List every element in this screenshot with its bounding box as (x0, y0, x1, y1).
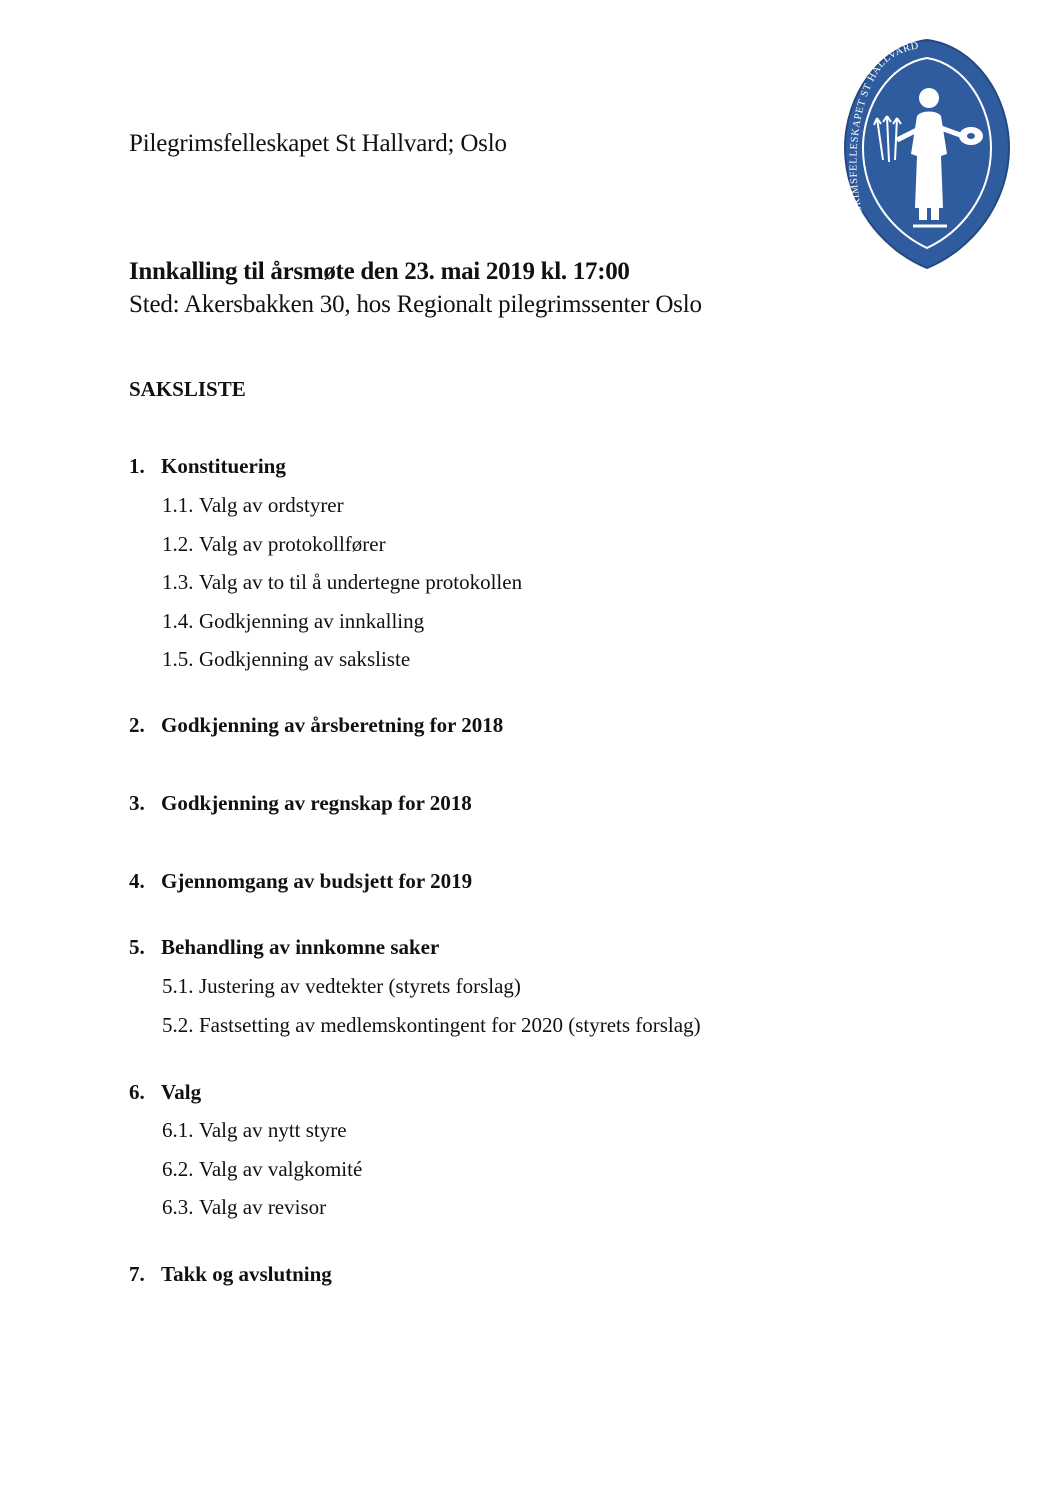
agenda-item (129, 867, 472, 895)
meeting-heading: Innkalling til årsmøte den 23. mai 2019 kl. 17:00 (129, 258, 630, 285)
agenda-subitem-label: Valg av to til å undertegne protokollen (199, 570, 523, 594)
agenda-subitem-label: Godkjenning av innkalling (199, 609, 425, 633)
agenda-item-number: 3. (129, 791, 145, 815)
agenda-subitem-label: Justering av vedtekter (styrets forslag) (199, 974, 521, 998)
agenda-item (129, 933, 439, 961)
agenda-subitem (162, 1155, 362, 1183)
agenda-subitem-number: 6.1. (162, 1118, 194, 1142)
agenda-subitem-label: Fastsetting av medlemskontingent for 2020 (styrets forslag) (199, 1013, 701, 1037)
agenda-item-number: 2. (129, 713, 145, 737)
seal-lettering: PILEGRIMSFELLESKAPET ST HALLVARD (848, 40, 920, 240)
agenda-subitem (162, 607, 424, 635)
agenda-item (129, 1260, 332, 1288)
agenda-title: SAKSLISTE (129, 377, 246, 401)
agenda-subitem-number: 1.3. (162, 570, 194, 594)
organization-name: Pilegrimsfelleskapet St Hallvard; Oslo (129, 130, 507, 157)
agenda-subitem (162, 645, 410, 673)
agenda-subitem-label: Valg av nytt styre (199, 1118, 347, 1142)
agenda-subitem-number: 1.1. (162, 493, 194, 517)
agenda-item-label: Behandling av innkomne saker (161, 935, 440, 959)
agenda-subitem-label: Valg av revisor (199, 1195, 327, 1219)
agenda-item-number: 1. (129, 454, 145, 478)
agenda-subitem-label: Godkjenning av saksliste (199, 647, 411, 671)
agenda-item-number: 7. (129, 1262, 145, 1286)
agenda-subitem-number: 1.2. (162, 532, 194, 556)
agenda-subitem-label: Valg av ordstyrer (199, 493, 344, 517)
agenda-item-label: Gjennomgang av budsjett for 2019 (161, 869, 473, 893)
agenda-item-number: 6. (129, 1080, 145, 1104)
agenda-item (129, 789, 472, 817)
agenda-subitem-number: 1.4. (162, 609, 194, 633)
agenda-item-label: Godkjenning av regnskap for 2018 (161, 791, 472, 815)
agenda-subitem-number: 1.5. (162, 647, 194, 671)
agenda-item-number: 5. (129, 935, 145, 959)
agenda-subitem-number: 6.3. (162, 1195, 194, 1219)
agenda-subitem (162, 568, 522, 596)
agenda-subitem (162, 972, 521, 1000)
agenda-subitem-number: 6.2. (162, 1157, 194, 1181)
agenda-item-label: Takk og avslutning (161, 1262, 332, 1286)
agenda-subitem (162, 530, 386, 558)
agenda-item-number: 4. (129, 869, 145, 893)
agenda-item (129, 1078, 201, 1106)
meeting-place: Sted: Akersbakken 30, hos Regionalt pilegrimssenter Oslo (129, 291, 702, 318)
st-hallvard-seal-icon (843, 36, 1011, 272)
agenda-subitem (162, 1011, 701, 1039)
agenda-subitem-label: Valg av protokollfører (199, 532, 386, 556)
agenda-subitem-number: 5.2. (162, 1013, 194, 1037)
agenda-subitem (162, 1193, 326, 1221)
agenda-item-label: Godkjenning av årsberetning for 2018 (161, 713, 504, 737)
agenda-subitem (162, 491, 344, 519)
agenda-item (129, 711, 503, 739)
agenda-item-label: Konstituering (161, 454, 286, 478)
agenda-subitem-number: 5.1. (162, 974, 194, 998)
agenda-item (129, 452, 286, 480)
agenda-subitem (162, 1116, 347, 1144)
agenda-item-label: Valg (161, 1080, 202, 1104)
agenda-subitem-label: Valg av valgkomité (199, 1157, 363, 1181)
